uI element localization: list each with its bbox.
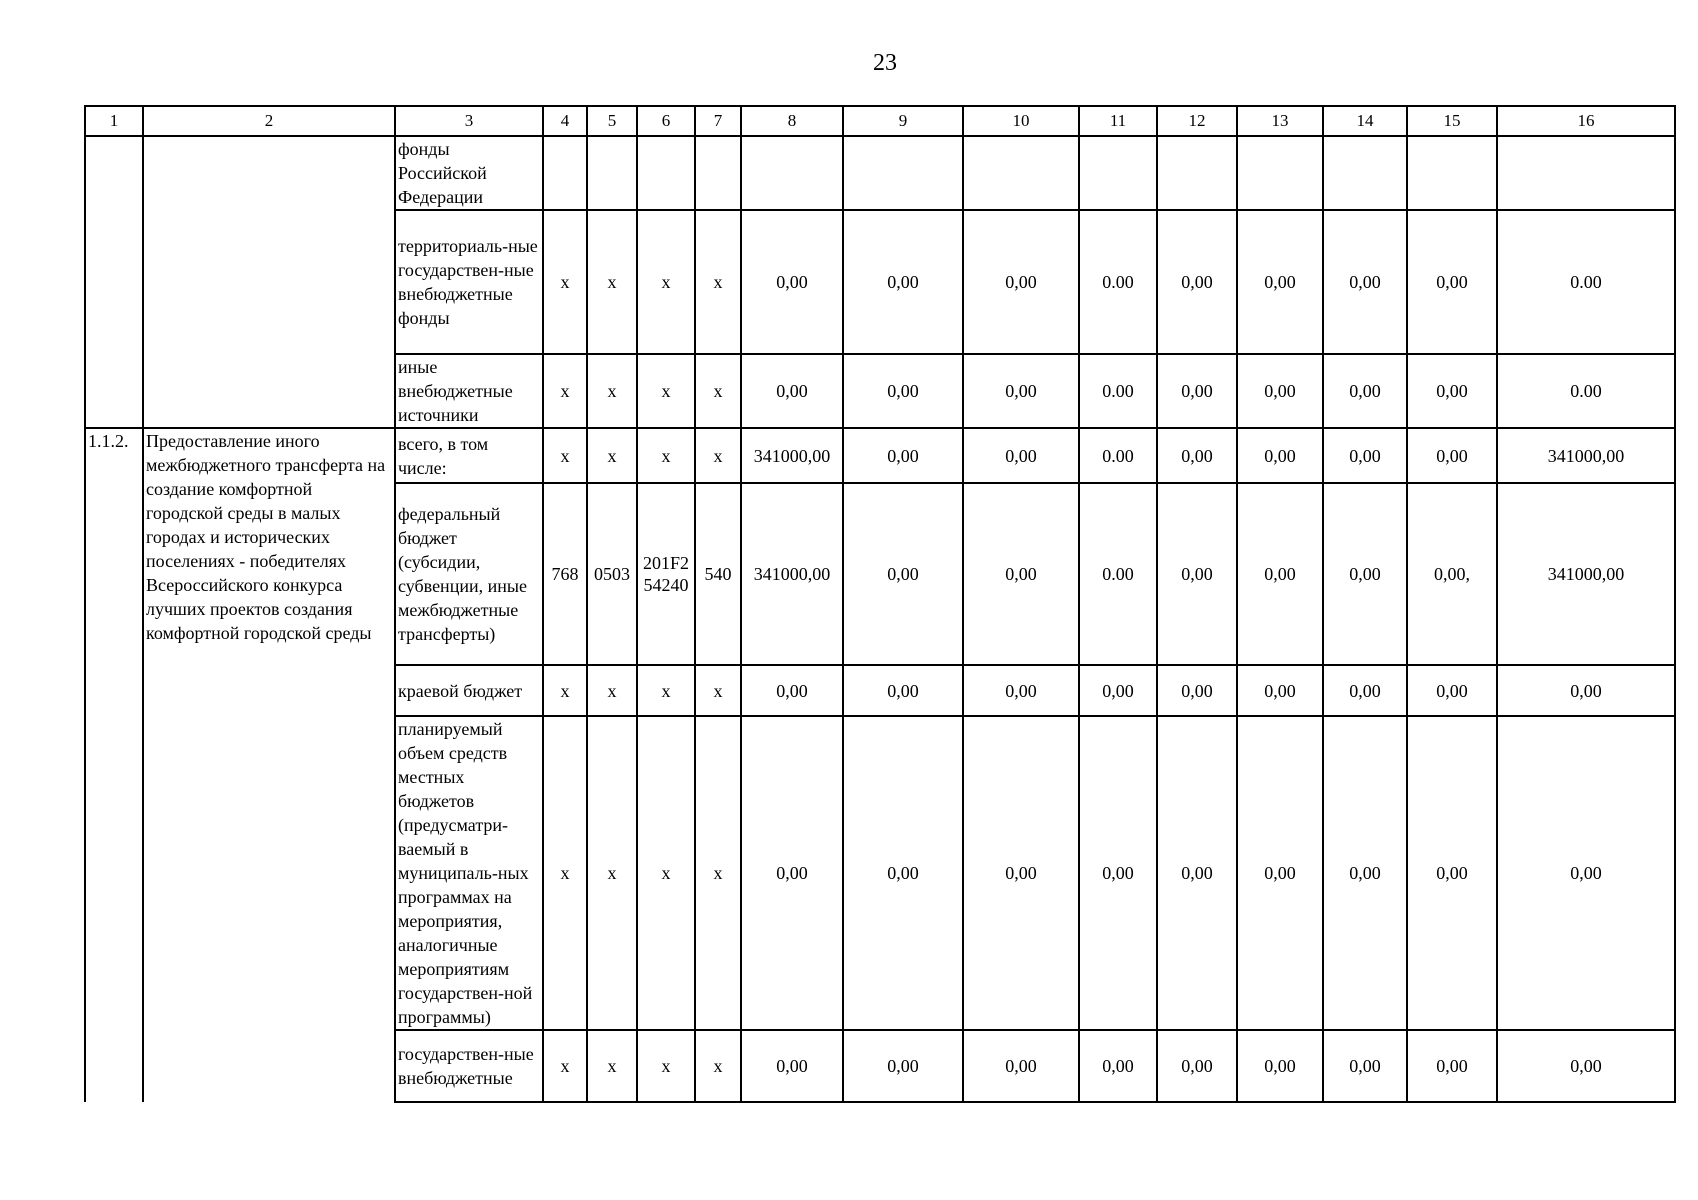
cell: 0,00 <box>1079 1030 1157 1102</box>
cell: 0,00 <box>963 428 1079 483</box>
cell: 0,00 <box>843 483 963 665</box>
cell: 0,00 <box>1323 210 1407 354</box>
cell: 0,00 <box>1323 483 1407 665</box>
column-header: 10 <box>963 106 1079 136</box>
cell <box>1323 136 1407 210</box>
cell: 540 <box>695 483 741 665</box>
cell: 768 <box>543 483 587 665</box>
cell: х <box>543 1030 587 1102</box>
cell: 0,00 <box>1157 483 1237 665</box>
cell: 0,00 <box>1157 210 1237 354</box>
cell: 0,00 <box>843 428 963 483</box>
cell: 0,00 <box>1407 716 1497 1030</box>
column-header: 2 <box>143 106 395 136</box>
cell: 0,00 <box>843 665 963 716</box>
cell: 0,00 <box>843 210 963 354</box>
cell: 0,00 <box>1237 354 1323 428</box>
cell: х <box>543 716 587 1030</box>
source-cell: планируемый объем средств местных бюджетов (предусматри-ваемый в муниципаль-ных программах на мероприятия, аналогичные мероприятиям государствен-ной программы) <box>395 716 543 1030</box>
cell: х <box>587 1030 637 1102</box>
cell <box>741 136 843 210</box>
cell: 0.00 <box>1497 354 1675 428</box>
cell: 341000,00 <box>741 483 843 665</box>
cell: х <box>587 665 637 716</box>
cell <box>1157 136 1237 210</box>
cell: х <box>695 428 741 483</box>
column-header: 11 <box>1079 106 1157 136</box>
cell: 0503 <box>587 483 637 665</box>
page-number: 23 <box>873 50 897 76</box>
column-header: 3 <box>395 106 543 136</box>
cell: 0.00 <box>1079 428 1157 483</box>
column-header: 5 <box>587 106 637 136</box>
cell: 0,00 <box>843 1030 963 1102</box>
column-number-row <box>85 106 1675 136</box>
cell: 0,00 <box>1407 1030 1497 1102</box>
column-header: 15 <box>1407 106 1497 136</box>
column-header: 12 <box>1157 106 1237 136</box>
source-cell: краевой бюджет <box>395 665 543 716</box>
cell <box>843 136 963 210</box>
column-header: 13 <box>1237 106 1323 136</box>
cell: х <box>543 354 587 428</box>
cell: 0,00 <box>843 354 963 428</box>
cell: 0,00 <box>843 716 963 1030</box>
cell: х <box>695 665 741 716</box>
cell: 0,00 <box>741 210 843 354</box>
cell: 0,00 <box>741 716 843 1030</box>
cell: 0,00 <box>1497 1030 1675 1102</box>
cell: х <box>543 665 587 716</box>
cell: х <box>587 354 637 428</box>
source-cell: государствен-ные внебюджетные <box>395 1030 543 1102</box>
row-index-cell: 1.1.2. <box>85 428 143 1102</box>
cell: х <box>637 665 695 716</box>
cell: 0,00 <box>1237 210 1323 354</box>
cell <box>695 136 741 210</box>
cell: 0,00 <box>1237 483 1323 665</box>
cell: х <box>637 428 695 483</box>
cell <box>1237 136 1323 210</box>
cell: х <box>587 428 637 483</box>
cell: 0,00 <box>1237 665 1323 716</box>
source-cell: федеральный бюджет (субсидии, субвенции, иные межбюджетные трансферты) <box>395 483 543 665</box>
cell: 0,00 <box>963 716 1079 1030</box>
cell: 0.00 <box>1497 210 1675 354</box>
cell: 0,00 <box>963 665 1079 716</box>
cell: х <box>695 210 741 354</box>
cell: 0,00 <box>963 1030 1079 1102</box>
source-cell: всего, в том числе: <box>395 428 543 483</box>
cell: 0.00 <box>1079 483 1157 665</box>
cell: 0,00 <box>1237 428 1323 483</box>
source-cell: территориаль-ные государствен-ные внебюджетные фонды <box>395 210 543 354</box>
cell: 0,00 <box>1323 428 1407 483</box>
cell: 0,00 <box>1079 716 1157 1030</box>
cell <box>587 136 637 210</box>
cell: 0,00 <box>1407 428 1497 483</box>
row-index-cell <box>85 136 143 428</box>
row-name-cell <box>143 136 395 428</box>
cell: 0,00 <box>1157 1030 1237 1102</box>
column-header: 1 <box>85 106 143 136</box>
cell: 0,00 <box>963 354 1079 428</box>
cell: 0,00 <box>1497 716 1675 1030</box>
cell: 0,00 <box>963 210 1079 354</box>
cell: 0,00 <box>741 354 843 428</box>
cell: х <box>695 716 741 1030</box>
cell: 0,00 <box>1497 665 1675 716</box>
cell: 0,00 <box>1157 354 1237 428</box>
cell: 0.00 <box>1079 354 1157 428</box>
column-header: 14 <box>1323 106 1407 136</box>
cell: 341000,00 <box>1497 483 1675 665</box>
cell: х <box>543 428 587 483</box>
cell: 201F2 54240 <box>637 483 695 665</box>
cell <box>637 136 695 210</box>
column-header: 9 <box>843 106 963 136</box>
cell: 0,00 <box>1323 665 1407 716</box>
cell: 0,00 <box>1237 716 1323 1030</box>
source-cell: фонды Российской Федерации <box>395 136 543 210</box>
cell <box>543 136 587 210</box>
cell: 0.00 <box>1079 210 1157 354</box>
column-header: 7 <box>695 106 741 136</box>
cell: 0,00 <box>1407 665 1497 716</box>
cell <box>1497 136 1675 210</box>
source-cell: иные внебюджетные источники <box>395 354 543 428</box>
cell: х <box>695 354 741 428</box>
cell: 0,00 <box>1079 665 1157 716</box>
cell: 341000,00 <box>741 428 843 483</box>
cell: х <box>587 716 637 1030</box>
cell: 0,00 <box>1157 428 1237 483</box>
column-header: 4 <box>543 106 587 136</box>
column-header: 8 <box>741 106 843 136</box>
cell: 0,00 <box>1157 716 1237 1030</box>
budget-table <box>84 105 1676 1103</box>
cell: 0,00 <box>1237 1030 1323 1102</box>
row-name-cell: Предоставление иного межбюджетного трансферта на создание комфортной городской среды в малых городах и исторических поселениях - победителях Всероссийского конкурса лучших проектов создания комфортной городской среды <box>143 428 395 1102</box>
cell: х <box>543 210 587 354</box>
cell: 0,00 <box>1157 665 1237 716</box>
cell: 0,00, <box>1407 483 1497 665</box>
cell: х <box>637 716 695 1030</box>
cell: 0,00 <box>1407 354 1497 428</box>
cell: 0,00 <box>741 1030 843 1102</box>
cell: 0,00 <box>1407 210 1497 354</box>
cell: х <box>695 1030 741 1102</box>
cell: 0,00 <box>1323 1030 1407 1102</box>
cell: 0,00 <box>741 665 843 716</box>
column-header: 16 <box>1497 106 1675 136</box>
cell: 0,00 <box>1323 716 1407 1030</box>
cell <box>963 136 1079 210</box>
table-row <box>85 136 1675 210</box>
table-row <box>85 428 1675 483</box>
column-header: 6 <box>637 106 695 136</box>
cell <box>1407 136 1497 210</box>
cell: х <box>637 1030 695 1102</box>
cell: х <box>587 210 637 354</box>
cell: 341000,00 <box>1497 428 1675 483</box>
cell: 0,00 <box>963 483 1079 665</box>
cell <box>1079 136 1157 210</box>
cell: х <box>637 354 695 428</box>
cell: 0,00 <box>1323 354 1407 428</box>
cell: х <box>637 210 695 354</box>
